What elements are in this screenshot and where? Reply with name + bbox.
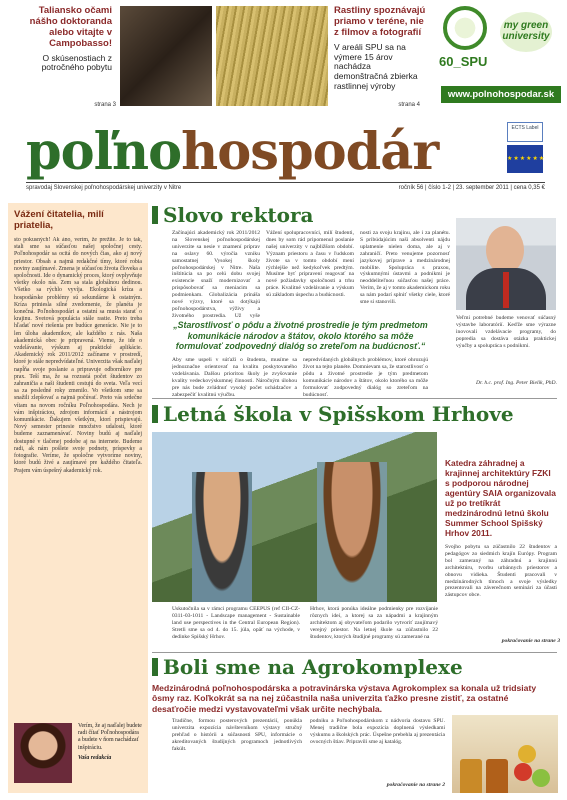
teaser-plants[interactable] <box>216 6 424 110</box>
article-column: podniku a Poľnohospodárskom z nádvoria dostavu SPU. Menej tradične bola expozícia doplnená výsledkami výskumu a školských prác. Úspešne prebehla aj prezentácia ovocných štiav. Pripravili sme aj katalóg. <box>310 718 445 745</box>
spu-60-label: 60_SPU <box>439 54 488 69</box>
section-divider <box>152 398 557 399</box>
heading-bar <box>152 658 158 676</box>
masthead-bar <box>26 182 545 191</box>
editor-photo <box>14 723 72 783</box>
title-part-1: poľno <box>26 122 182 182</box>
article-column: Aby sme uspeli v súťaži o študenta, musíme sa jednoznačne orientovať na kvalitu poskytovaného vzdelávania. Dalšou prioritou školy je zvyšovanie kvality vedeckovýskumnej činnosti. Náročným úlohou pre nás bude zvládnuť vysoký počet uchádzačov a zabezpečiť kvalitnú výučbu. <box>172 357 297 397</box>
summer-school-aside <box>445 458 557 682</box>
sidebar-body: sto pokusných! Ak áno, verím, že prežite. Je to tak, stali sme sa súčasťou našej spoločnej cesty. Poľnohospodár sa ocitá do nových čias, ako aj nový priestor. Obsah a najmä redakčné tímy, ktoré robia noviny zaujímavé. Zmena je súčasťou života človeka a spoločnosti. Ide o dynamický proces, ktorý ovplyvňuje všetky okolo nás. Zem sa stala globálnou dedinou. Všetko sa rýchlo vyvíja. Ekologická kríza a hospodárske problémy sú sekundárne k ostatným. Kríza priniesla silné zvedomenie, že planéta je konečná. Poľnohospodári a ostatní sa musia starať o krajinu. Svetová populácia stále rastie. Preto treba hľadať nové riešenia pre budúce generácie. Nie je to len úloha akademikov, ale každého z nás. Naša akademická obec je pripravená. Vieme, že ide o vzdelávanie, výskum aj praktické aplikácie. Akademický rok 2011/2012 začíname v prostredí, ktoré je stále nepredvídateľné. Univerzita však naďalej napĺňa svoje poslanie a pripravuje odborníkov pre prax. Teší ma, že sa rozrastá počet študentov zo zahraničia a naši študenti cestujú do sveta. Veľa vecí sa za posledné roky zmenilo. Vo všetkom sme sa snažili zlepšovať a najmä počúvať. Preto vás srdečne vítam na novom ročníku Poľnohospodára. Nech je vám inšpiráciou, zdrojom informácií a nástrojom komunikácie. Ďakujem všetkým, ktorí prispievajú. Nový semester prinesie množstvo udalostí, ktoré budeme zaznamenávať. Noviny budú aj naďalej dostupné v tlačenej podobe aj na internete. Budeme radi, ak nám pošlete svoje podnety, príspevky a fotografie. Veríme, že spoločne vytvoríme noviny, ktoré budú živé a zaujímavé pre každého čitateľa. Prajem vám úspešný akademický rok. <box>14 237 142 474</box>
signature-text: Verím, že aj naďalej budete radi čítať Poľnohospodára a budete v ňom nachádzať inšpiráciu. <box>78 723 142 751</box>
agrokomplex-lede: Medzinárodná poľnohospodárska a potravinárska výstava Agrokomplex sa konala už tridsiaty ôsmy raz. Koľkokrát sa na nej zúčastnila naša univerzita ťažko presne zistiť, za ostatné desaťročie medzi vystavovateľmi však určite nechýbala. <box>152 683 537 714</box>
article-column: Začínajúci akademický rok 2011/2012 na Slovenskej poľnohospodárskej univerzite sa nesie v znamení príprav na oslavy 60. výročia vzniku samostatnej Vysokej školy poľnohospodárskej v Nitre. Naša inštitúcia sa po celú dobu svojej existencie snaží modernizovať a prispôsobovať sa meniacim sa podmienkam. Globalizácia prináša nové výzvy, ktoré sa dotýkajú poľnohospodárstva, výživy a životného prostredia. Už vyše <box>172 230 260 318</box>
photo-detail <box>486 226 524 274</box>
signature-name: Vaša redakcia <box>78 754 112 761</box>
continued-link[interactable]: pokračovanie na strane 2 <box>386 782 445 788</box>
heading-bar <box>152 405 158 423</box>
heading-bar <box>152 206 158 224</box>
sidebar-heading: Vážení čitatelia, milí priatelia, <box>14 209 104 231</box>
continued-link[interactable]: pokračovanie na strane 3 <box>501 638 560 644</box>
logo-block <box>436 6 561 110</box>
rector-signature: Dr. h.c. prof. Ing. Peter Bielik, PhD. <box>475 380 557 386</box>
my-green-university-logo: my green university <box>500 12 552 52</box>
photo-detail <box>460 759 482 793</box>
article-column: Tradične, formou posterových prezentácií, ponúkla univerzita expozícia návštevníkom výstavy stručný prehľad o histórii a súčasnosti SPU, informácie o akreditovaných študijných programoch jednotlivých fakúlt. <box>172 718 302 752</box>
masthead <box>0 118 567 193</box>
section-heading-agrokomplex <box>152 655 463 679</box>
heading-text: Letná škola v Spišskom Hrhove <box>163 402 514 426</box>
article-column: Hrhov, ktorá ponúka ideálne podmienky pre rozvíjanie rôznych ideí, a ktorej sa za nápadmi a krajinným architektom aj obyvateľom podarilo vytvoriť zaujímavý verejný priestor. Na letnej škole sa zúčastnilo 22 študentov, ktorých študijné programy sú zamerané na <box>310 606 438 640</box>
teaser-page: strana 3 <box>94 102 116 108</box>
spu-60-logo <box>439 6 493 72</box>
photo-detail <box>514 763 532 781</box>
rector-photo <box>456 218 556 310</box>
leaf-ring-icon <box>443 6 487 50</box>
newspaper-title <box>26 122 438 182</box>
teaser-subtitle: V areáli SPU sa na výmere 15 árov nachádza demonštračná zbierka rastlinnej výroby <box>334 41 418 91</box>
teaser-italy[interactable] <box>12 6 212 110</box>
teaser-page: strana 4 <box>398 102 420 108</box>
teaser-title: Rastliny spoznávajú priamo v teréne, nie z filmov a fotografií <box>334 5 426 38</box>
teaser-title: Taliansko očami nášho doktoranda alebo vitajte v Campobasso! <box>29 5 112 49</box>
article-column: nosti za svoju krajinu, ale i za planétu. S pribúdajúcim naši absolventi nájdu uplatnenie nielen doma, ale aj v zahraničí. Preto venujeme pozornosť jazykovej príprave a medzinárodnej mobilite. Spolupráca s praxou, výskumnými ústavmi a podnikmi je neoddeliteľnou súčasťou našej práce. Verím, že aj v tomto akademickom roku sa nám podarí splniť všetky ciele, ktoré sme si stanovili. <box>360 230 450 306</box>
title-part-2: hospodár <box>181 122 439 182</box>
masthead-subtitle: spravodaj Slovenskej poľnohospodárskej univerzity v Nitre <box>26 185 182 191</box>
photo-detail <box>486 759 508 793</box>
teaser-strip <box>0 0 567 115</box>
section-heading-summer-school <box>152 402 514 426</box>
eu-flag-icon: ★★★★★★ <box>507 145 543 173</box>
heading-text: Boli sme na Agrokomplexe <box>163 655 463 679</box>
teaser-subtitle: O skúsenostiach z potročného pobytu <box>41 52 112 73</box>
photo-detail <box>192 472 252 602</box>
photo-detail <box>317 462 387 602</box>
summer-school-photo <box>152 432 437 602</box>
article-column: Vážení spolupracovníci, milí študenti, dnes by som rád pripomenul poslanie našej univerzity v najbližšom období. Význam priestoru a času v ľudskom živote sa v tomto období mení rýchlejšie než kedykoľvek predtým. Musíme byť pripravení reagovať na nové požiadavky spoločnosti a trhu práce. Kvalitné vzdelávanie a výskum sú základom úspechu a budúcnosti. <box>266 230 354 299</box>
aside-body: Svojho pobytu sa zúčastnilo 22 študentov a pedagógov zo siedmich krajín Európy. Program bol zameraný na záhradnú a krajinnú architektúru, tvorbu urbánnych priestorov a obnovu vidieka. Študenti pracovali v medzinárodných tímoch a svoje výsledky prezentovali na záverečnom seminári za účasti zástupcov obce. <box>445 544 557 599</box>
editorial-sidebar <box>8 203 148 793</box>
website-link[interactable]: www.polnohospodar.sk <box>441 86 561 103</box>
article-column: Uskutočnila sa v rámci programu CEEPUS (ref CII-CZ-0311-03-1011 - Landscape management - Sustainable land use perspectives in the Central European Region). Stretli sme sa od 4. do 15. júla, opäť na východe, v dedinke Spišský Hrhov. <box>172 606 300 640</box>
sidebar-signature <box>78 723 142 762</box>
heading-text: Slovo rektora <box>163 203 314 227</box>
aside-title: Katedra záhradnej a krajinnej architektúry FZKI s podporou národnej agentúry SAIA organizovala už po tretíkrát medzinárodnú letnú školu Summer School Spišský Hrhov 2011. <box>445 458 556 538</box>
article-column: nepredvídaných globálnych problémov, ktoré ohrozujú život na tejto planéte. Domnievam sa, že starostlivosť o pôdu a životné prostredie je tým predmetom komunikácie národov a štátov, okolo ktorého sa môže formulovať zodpovedný dialóg so zreteľom na budúcnosť. <box>303 357 428 397</box>
article-column: Veľmi potrebné budeme venovať súčasný výstavbe laboratórií. Keďže sme výrazne inovovali vzdelávacie programy, do popredia sa dostáva otázka praktickej výučby a spolupráca s podnikmi. <box>456 315 556 349</box>
agrokomplex-photo <box>452 715 558 793</box>
pull-quote: „Starostlivosť o pôdu a životné prostredie je tým predmetom komunikácie národov a štátov, okolo ktorého sa môže formulovať zodpovedný dialóg so zreteľom na budúcnosť.“ <box>173 320 428 351</box>
ects-label-logo: ECTS Label <box>507 122 543 142</box>
section-heading-rector <box>152 203 314 227</box>
teaser-photo <box>216 6 328 106</box>
section-divider <box>152 652 557 653</box>
badges <box>507 122 545 173</box>
photo-detail <box>532 769 550 787</box>
photo-detail <box>503 272 509 308</box>
photo-detail <box>518 745 536 763</box>
issue-info: ročník 56 | číslo 1-2 | 23. september 2011 | cena 0,35 € <box>398 185 545 191</box>
teaser-photo <box>120 6 212 106</box>
